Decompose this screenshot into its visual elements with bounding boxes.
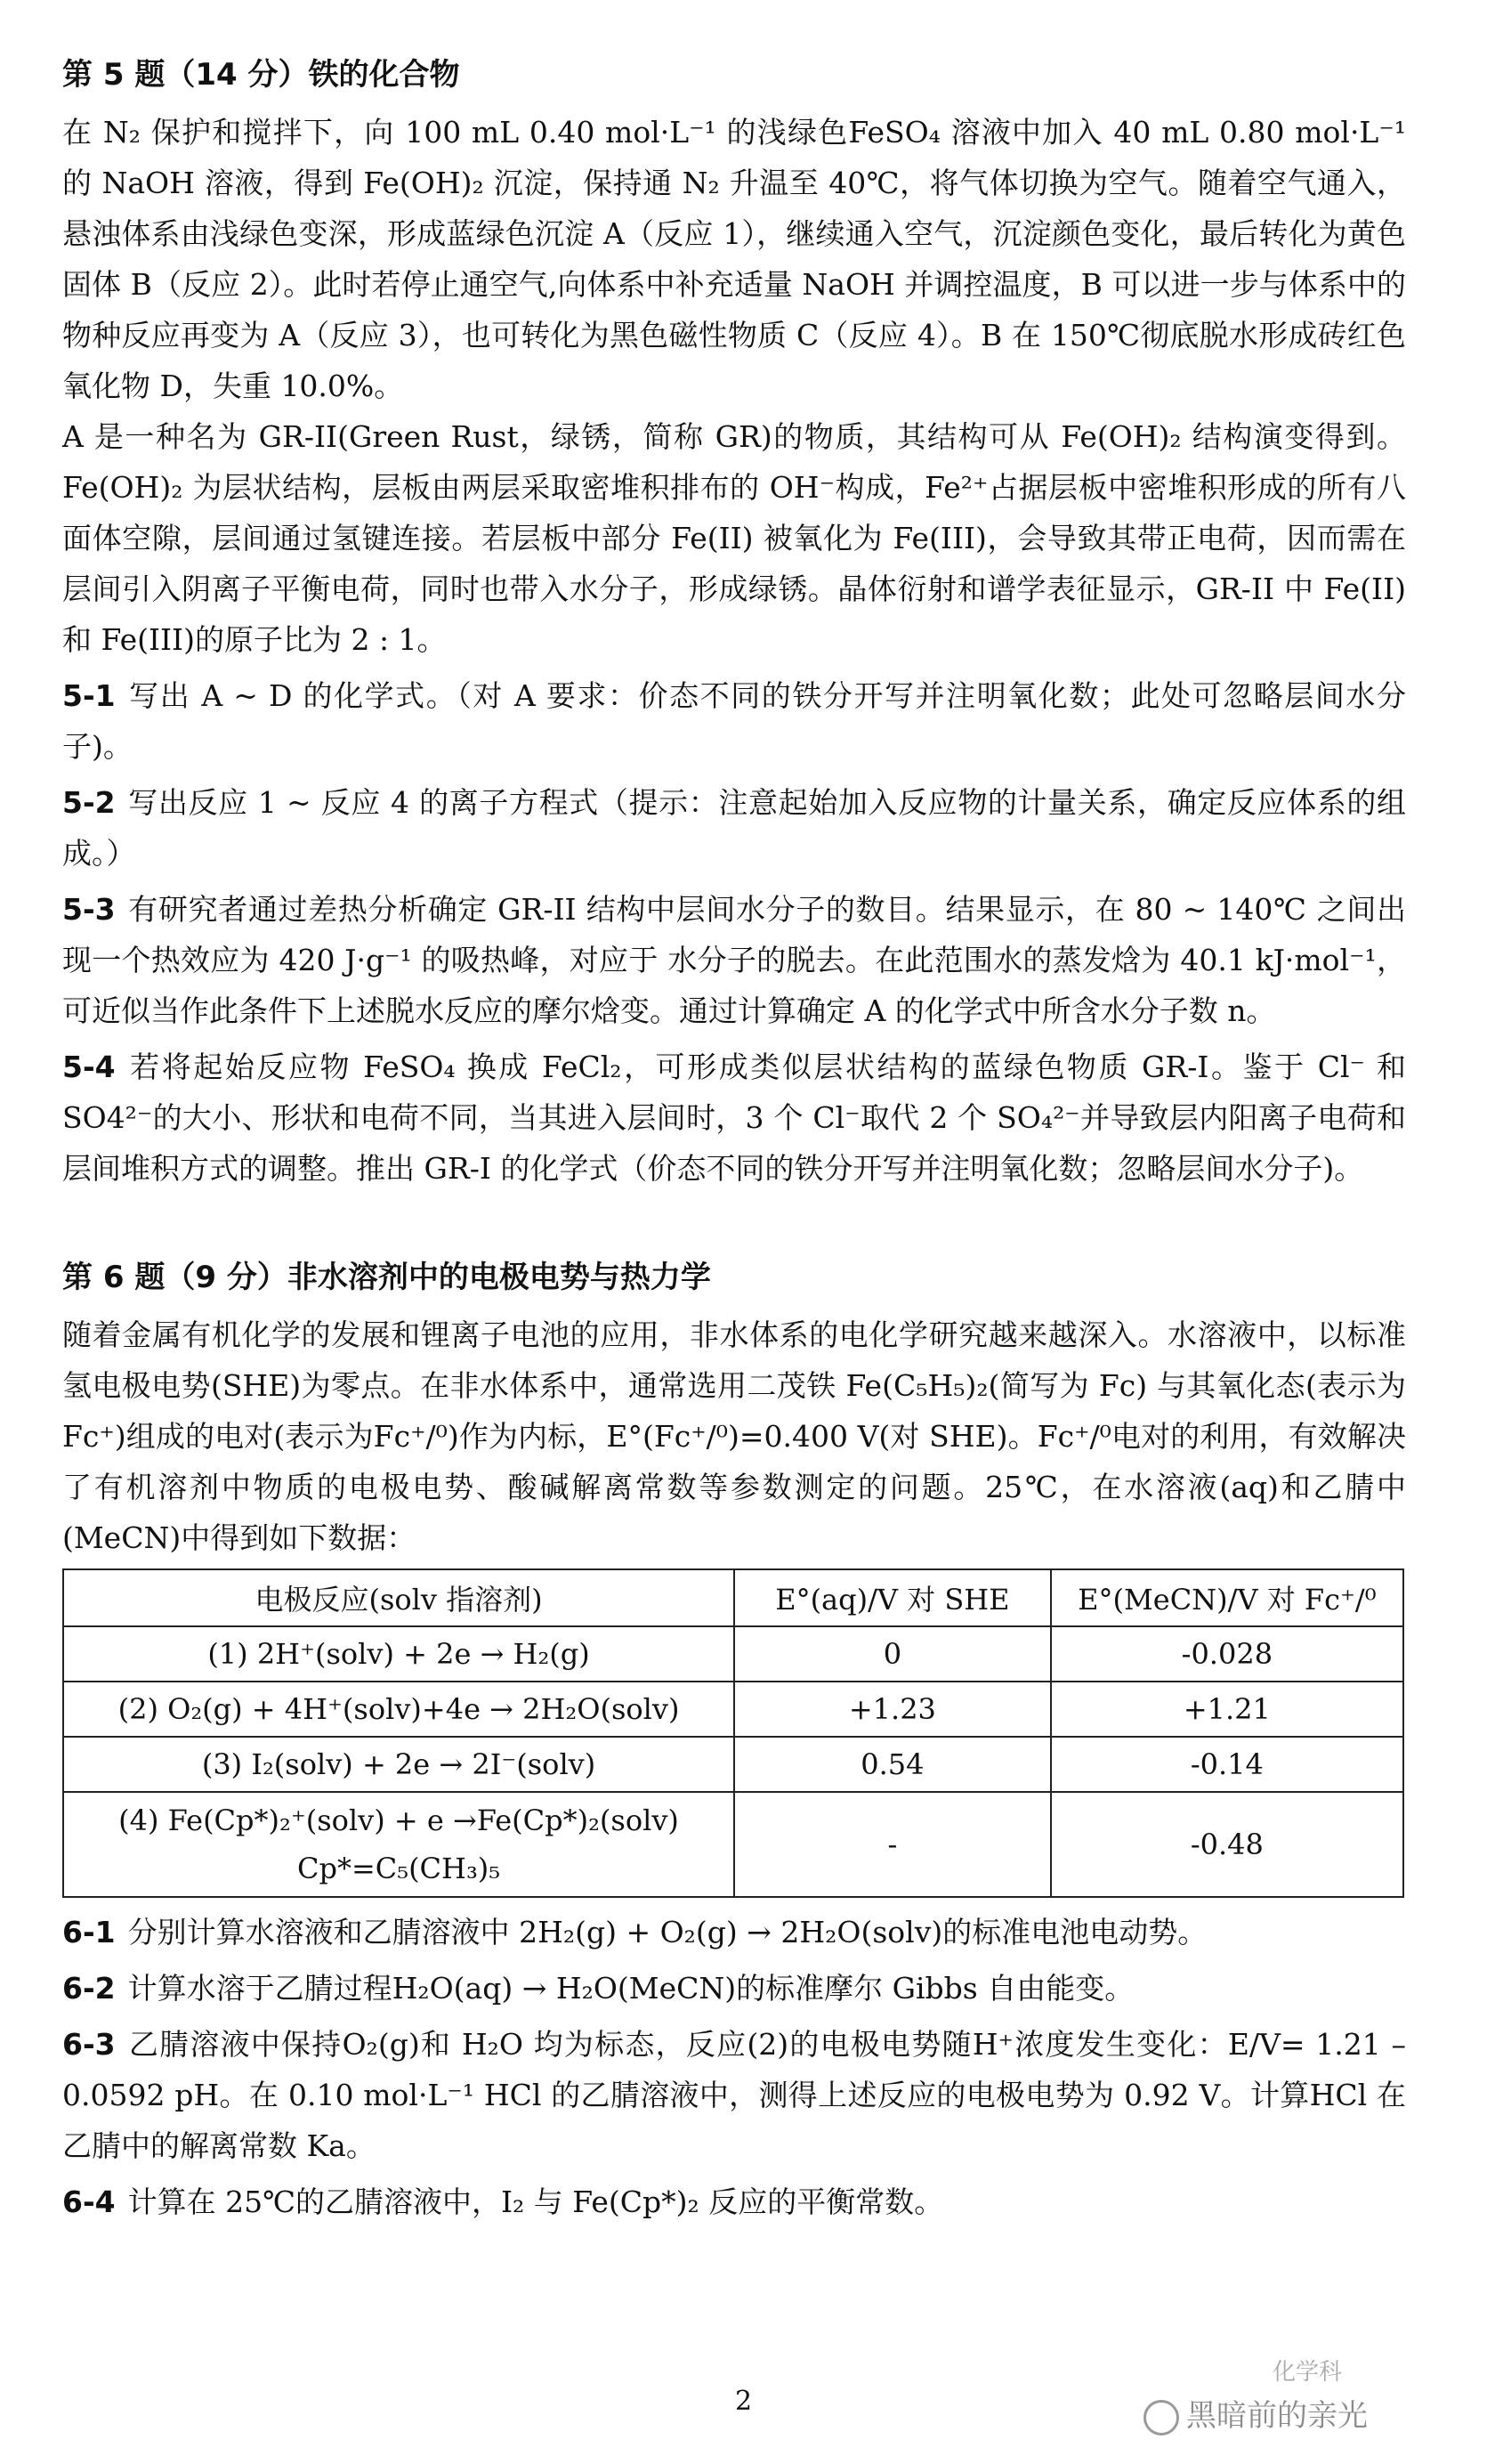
table-row bbox=[63, 1792, 1403, 1897]
q5-4 bbox=[62, 1042, 1406, 1194]
page-number: 2 bbox=[735, 2386, 753, 2417]
electrode-potential-table bbox=[62, 1568, 1404, 1898]
q6-title: 第 6 题（9 分）非水溶剂中的电极电势与热力学 bbox=[62, 1260, 711, 1295]
table-cell: 0.54 bbox=[734, 1737, 1051, 1792]
q6-paragraph-1: 随着金属有机化学的发展和锂离子电池的应用，非水体系的电化学研究越来越深入。水溶液中，以标准氢电极电势(SHE)为零点。在非水体系中，通常选用二茂铁 Fe(C₅H₅)₂(简写为 Fc) 与其氧化态(表示为Fc⁺)组成的电对(表示为Fc⁺/⁰)作为内标，E°(Fc⁺/⁰)=0.400 V(对 SHE)。Fc⁺/⁰电对的利用，有效解决了有机溶剂中物质的电极电势、酸碱解离常数等参数测定的问题。25℃，在水溶液(aq)和乙腈中(MeCN)中得到如下数据： bbox=[62, 1317, 1406, 1555]
table-header-cell: E°(aq)/V 对 SHE bbox=[734, 1569, 1051, 1626]
q6-2-text: 计算水溶于乙腈过程H₂O(aq) → H₂O(MeCN)的标准摩尔 Gibbs 自由能变。 bbox=[127, 1971, 1135, 2006]
watermark-text: 黑暗前的亲光 bbox=[1186, 2398, 1368, 2434]
table-cell: - bbox=[734, 1792, 1051, 1897]
q6-4-text: 计算在 25℃的乙腈溶液中，I₂ 与 Fe(Cp*)₂ 反应的平衡常数。 bbox=[127, 2184, 944, 2219]
q6-3 bbox=[62, 2019, 1406, 2171]
q5-4-label: 5-4 bbox=[62, 1050, 116, 1084]
table-cell bbox=[63, 1792, 734, 1897]
q6-2-label: 6-2 bbox=[62, 1971, 116, 2006]
q6-1-label: 6-1 bbox=[62, 1915, 116, 1949]
q6-2 bbox=[62, 1963, 1406, 2014]
q5-1-label: 5-1 bbox=[62, 678, 116, 713]
watermark bbox=[1143, 2391, 1368, 2436]
table-cell: +1.23 bbox=[734, 1682, 1051, 1737]
q5-paragraph-1: 在 N₂ 保护和搅拌下，向 100 mL 0.40 mol·L⁻¹ 的浅绿色FeSO₄ 溶液中加入 40 mL 0.80 mol·L⁻¹ 的 NaOH 溶液，得到 Fe(OH)₂ 沉淀，保持通 N₂ 升温至 40℃，将气体切换为空气。随着空气通入，悬浊体系由浅绿色变深，形成蓝绿色沉淀 A（反应 1），继续通入空气，沉淀颜色变化，最后转化为黄色固体 B（反应 2）。此时若停止通空气,向体系中补充适量 NaOH 并调控温度，B 可以进一步与体系中的物种反应再变为 A（反应 3），也可转化为黑色磁性物质 C（反应 4）。B 在 150℃彻底脱水形成砖红色氧化物 D，失重 10.0%。 bbox=[62, 115, 1406, 403]
q6-4-label: 6-4 bbox=[62, 2184, 116, 2219]
table-cell: (3) I₂(solv) + 2e → 2I⁻(solv) bbox=[63, 1737, 734, 1792]
table-header-cell: 电极反应(solv 指溶剂) bbox=[63, 1569, 734, 1626]
table-cell: -0.028 bbox=[1051, 1626, 1403, 1682]
table-cell: +1.21 bbox=[1051, 1682, 1403, 1737]
table-cell: (1) 2H⁺(solv) + 2e → H₂(g) bbox=[63, 1626, 734, 1682]
q5-2-text: 写出反应 1 ~ 反应 4 的离子方程式（提示：注意起始加入反应物的计量关系，确定反应体系的组成。） bbox=[62, 785, 1406, 871]
watermark-logo-icon bbox=[1143, 2400, 1179, 2436]
q5-3-text: 有研究者通过差热分析确定 GR-II 结构中层间水分子的数目。结果显示，在 80 ~ 140℃ 之间出现一个热效应为 420 J·g⁻¹ 的吸热峰，对应于 水分子的脱去。在此范围水的蒸发焓为 40.1 kJ·mol⁻¹，可近似当作此条件下上述脱水反应的摩尔焓变。通过计算确定 A 的化学式中所含水分子数 n。 bbox=[62, 892, 1406, 1028]
q6-3-label: 6-3 bbox=[62, 2027, 116, 2062]
table-cell-line: (4) Fe(Cp*)₂⁺(solv) + e →Fe(Cp*)₂(solv) bbox=[118, 1803, 679, 1837]
table-cell-line: Cp*=C₅(CH₃)₅ bbox=[296, 1852, 501, 1885]
table-cell: -0.48 bbox=[1051, 1792, 1403, 1897]
q5-3 bbox=[62, 884, 1406, 1036]
page-content bbox=[62, 53, 1406, 2227]
table-cell: 0 bbox=[734, 1626, 1051, 1682]
table-header-row bbox=[63, 1569, 1403, 1626]
q5-4-text: 若将起始反应物 FeSO₄ 换成 FeCl₂，可形成类似层状结构的蓝绿色物质 GR-I。鉴于 Cl⁻ 和 SO4²⁻的大小、形状和电荷不同，当其进入层间时，3 个 Cl⁻取代 2 个 SO₄²⁻并导致层内阳离子电荷和层间堆积方式的调整。推出 GR-I 的化学式（价态不同的铁分开写并注明氧化数；忽略层间水分子)。 bbox=[62, 1050, 1406, 1186]
q6-1 bbox=[62, 1907, 1406, 1957]
table-cell: (2) O₂(g) + 4H⁺(solv)+4e → 2H₂O(solv) bbox=[63, 1682, 734, 1737]
q5-title: 第 5 题（14 分）铁的化合物 bbox=[62, 57, 460, 93]
q5-1-text: 写出 A ~ D 的化学式。（对 A 要求：价态不同的铁分开写并注明氧化数；此处可忽略层间水分子)。 bbox=[62, 678, 1406, 764]
q5-paragraph-2: A 是一种名为 GR-II(Green Rust，绿锈，简称 GR)的物质，其结构可从 Fe(OH)₂ 结构演变得到。Fe(OH)₂ 为层状结构，层板由两层采取密堆积排布的 OH⁻构成，Fe²⁺占据层板中密堆积形成的所有八面体空隙，层间通过氢键连接。若层板中部分 Fe(II) 被氧化为 Fe(III)，会导致其带正电荷，因而需在层间引入阴离子平衡电荷，同时也带入水分子，形成绿锈。晶体衍射和谱学表征显示，GR-II 中 Fe(II)和 Fe(III)的原子比为 2 : 1。 bbox=[62, 419, 1406, 657]
table-row bbox=[63, 1682, 1403, 1737]
q5-2-label: 5-2 bbox=[62, 785, 116, 820]
table-row bbox=[63, 1737, 1403, 1792]
watermark-small: 化学科 bbox=[1273, 2359, 1343, 2386]
q5-1 bbox=[62, 670, 1406, 772]
table-row bbox=[63, 1626, 1403, 1682]
q6-1-text: 分别计算水溶液和乙腈溶液中 2H₂(g) + O₂(g) → 2H₂O(solv)的标准电池电动势。 bbox=[127, 1915, 1208, 1949]
table-cell: -0.14 bbox=[1051, 1737, 1403, 1792]
q5-3-label: 5-3 bbox=[62, 892, 116, 927]
q5-2 bbox=[62, 777, 1406, 879]
q6-3-text: 乙腈溶液中保持O₂(g)和 H₂O 均为标态，反应(2)的电极电势随H⁺浓度发生变化：E/V= 1.21 – 0.0592 pH。在 0.10 mol·L⁻¹ HCl 的乙腈溶液中，测得上述反应的电极电势为 0.92 V。计算HCl 在乙腈中的解离常数 Ka。 bbox=[62, 2027, 1406, 2163]
table-header-cell: E°(MeCN)/V 对 Fc⁺/⁰ bbox=[1051, 1569, 1403, 1626]
q6-4 bbox=[62, 2176, 1406, 2227]
